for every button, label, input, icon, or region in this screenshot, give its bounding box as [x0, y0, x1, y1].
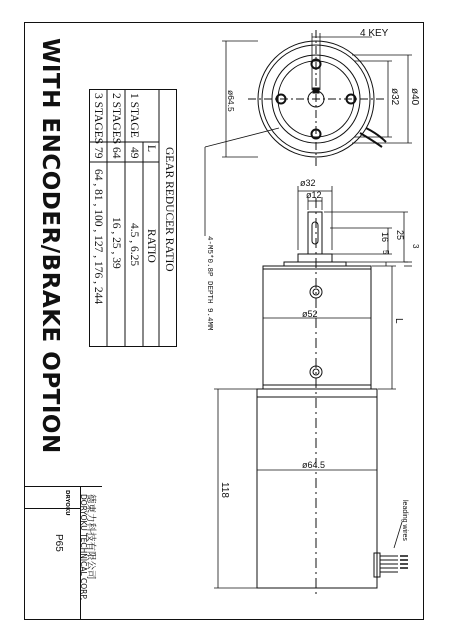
dim-len25: 25 — [395, 230, 405, 241]
page-title: WITH ENCODER/BRAKE OPTION — [37, 38, 63, 454]
dim-d64-5-body: ø64.5 — [302, 460, 326, 470]
company-name-en: DORYOKU TECHNICAL CORP. — [79, 494, 88, 601]
table-row-stage: 1 STAGE — [128, 93, 140, 138]
table-row-l: 49 — [128, 147, 140, 159]
company-logo: DRYOKU — [64, 490, 70, 516]
dim-d52: ø52 — [302, 309, 318, 319]
leading-wires-label: leading wires — [401, 500, 408, 541]
screw-note: 4-M5*0.8P DEPTH 9.4MM — [205, 236, 213, 331]
table-row-ratio: 64 , 81 , 100 , 127 , 176 , 244 — [92, 169, 104, 305]
page-number: P65 — [53, 534, 64, 552]
company-name-cn: 德東力科技有限公司 — [85, 494, 96, 580]
dim-len3: 3 — [411, 244, 420, 249]
table-row-stage: 2 STAGES — [110, 93, 122, 145]
dim-len5: 5 — [381, 250, 390, 255]
dim-d40: ø40 — [409, 88, 420, 106]
dim-d12: ø12 — [306, 190, 322, 200]
end-view — [248, 28, 389, 168]
table-row-stage: 3 STAGES — [92, 93, 104, 145]
table-col-ratio: RATIO — [145, 229, 157, 263]
table-heading: GEAR REDUCER RATIO — [163, 147, 175, 272]
dim-key: 4 KEY — [360, 28, 389, 39]
title-block — [24, 486, 102, 620]
table-row-ratio: 16 , 25 , 39 — [110, 217, 122, 269]
side-view — [257, 198, 408, 595]
dim-d64-5-top: ø64.5 — [226, 90, 236, 112]
table-row-l: 79 — [92, 147, 104, 159]
table-row-ratio: 4.5 , 6.25 — [128, 223, 140, 267]
dim-len-l: L — [393, 318, 404, 324]
side-view-dimensions — [214, 186, 412, 588]
table-col-l: L — [145, 145, 157, 153]
end-view-dimensions — [205, 33, 412, 236]
dim-d32-top: ø32 — [389, 88, 400, 106]
dim-len118: 118 — [219, 482, 230, 498]
dim-d32-side: ø32 — [300, 178, 316, 188]
dim-len16: 16 — [380, 232, 390, 243]
table-row-l: 64 — [110, 147, 122, 159]
